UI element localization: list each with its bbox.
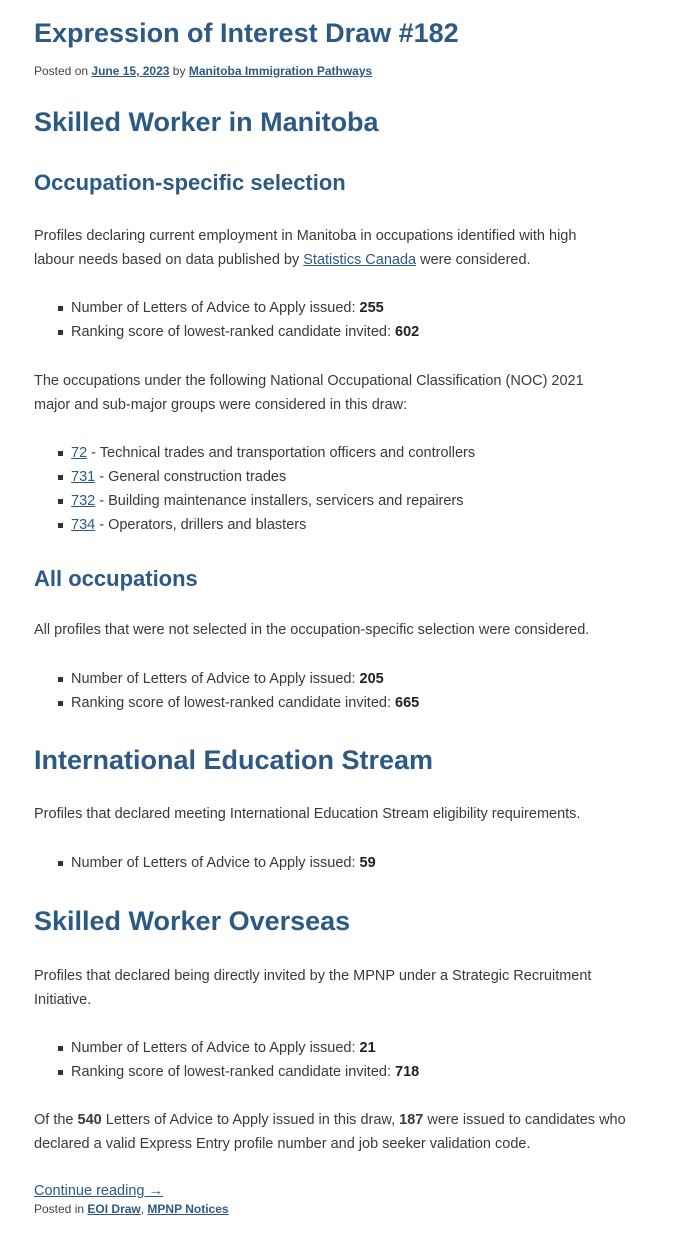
loa-value: 59 — [359, 855, 376, 872]
loa-value: 21 — [359, 1039, 376, 1056]
heading-international-education: International Education Stream — [34, 745, 434, 776]
noc-code-link[interactable]: 72 — [71, 444, 88, 461]
noc-code-link[interactable]: 734 — [71, 517, 96, 534]
noc-intro: The occupations under the following National Occupational Classification (NOC) 2021 major and sub-major groups were considered in this draw: — [34, 372, 584, 413]
score-value: 602 — [395, 324, 420, 341]
international-education-stats — [34, 851, 654, 875]
score-value: 718 — [395, 1063, 420, 1080]
list-item: Number of Letters of Advice to Apply issued: 21 — [71, 1036, 654, 1060]
international-education-intro: Profiles that declared meeting International Education Stream eligibility requirements. — [34, 806, 581, 823]
statistics-canada-link[interactable]: Statistics Canada — [303, 252, 417, 268]
heading-occupation-specific: Occupation-specific selection — [34, 170, 346, 195]
noc-group-item: 732 - Building maintenance installers, servicers and repairers — [71, 489, 654, 513]
loa-value: 205 — [359, 670, 384, 687]
draw-summary: Of the 540 Letters of Advice to Apply issued in this draw, 187 were issued to candidates who declared a valid Express Entry profile number and job seeker validation code. — [34, 1112, 626, 1153]
all-occupations-intro: All profiles that were not selected in the occupation-specific selection were considered. — [34, 621, 590, 638]
noc-group-item: 734 - Operators, drillers and blasters — [71, 513, 654, 537]
all-occupations-stats — [34, 667, 654, 716]
category-link[interactable]: EOI Draw — [87, 1202, 141, 1217]
posted-in-label: Posted in — [34, 1202, 85, 1217]
noc-group-list — [34, 441, 654, 538]
post-categories: Posted in EOI Draw, MPNP Notices — [34, 1202, 229, 1217]
list-item: Ranking score of lowest-ranked candidate invited: 665 — [71, 691, 654, 715]
post-title[interactable]: Expression of Interest Draw #182 — [34, 18, 459, 48]
by-label: by — [172, 64, 186, 78]
continue-reading — [34, 1181, 654, 1201]
score-value: 665 — [395, 695, 420, 712]
occupation-specific-stats — [34, 296, 654, 345]
author-link[interactable]: Manitoba Immigration Pathways — [188, 64, 373, 78]
loa-value: 255 — [359, 300, 384, 316]
noc-group-item: 731 - General construction trades — [71, 465, 654, 489]
skilled-worker-overseas-intro: Profiles that declared being directly invited by the MPNP under a Strategic Recruitment Initiative. — [34, 967, 592, 1008]
continue-reading-link[interactable]: Continue reading → — [34, 1183, 163, 1200]
posted-on-label: Posted on — [34, 64, 89, 78]
heading-skilled-worker-overseas: Skilled Worker Overseas — [34, 905, 351, 936]
list-item: Number of Letters of Advice to Apply issued: 59 — [71, 851, 654, 875]
express-entry-value: 187 — [399, 1112, 424, 1129]
noc-code-link[interactable]: 732 — [71, 493, 96, 510]
heading-all-occupations: All occupations — [34, 565, 198, 591]
post-date-link[interactable]: June 15, 2023 — [91, 64, 170, 78]
noc-group-item: 72 - Technical trades and transportation officers and controllers — [71, 441, 654, 465]
list-item: Ranking score of lowest-ranked candidate invited: 718 — [71, 1060, 654, 1084]
total-loa-value: 540 — [77, 1112, 102, 1129]
occupation-specific-intro: Profiles declaring current employment in Manitoba in occupations identified with high labour needs based on data published by Statistics Canada were considered. — [34, 228, 577, 268]
noc-code-link[interactable]: 731 — [71, 468, 96, 485]
list-item: Number of Letters of Advice to Apply issued: 255 — [71, 296, 654, 320]
list-item: Ranking score of lowest-ranked candidate invited: 602 — [71, 320, 654, 344]
heading-skilled-worker-manitoba: Skilled Worker in Manitoba — [34, 107, 379, 137]
list-item: Number of Letters of Advice to Apply issued: 205 — [71, 667, 654, 691]
category-link[interactable]: MPNP Notices — [147, 1202, 229, 1217]
skilled-worker-overseas-stats — [34, 1036, 654, 1085]
post-meta — [34, 63, 654, 79]
